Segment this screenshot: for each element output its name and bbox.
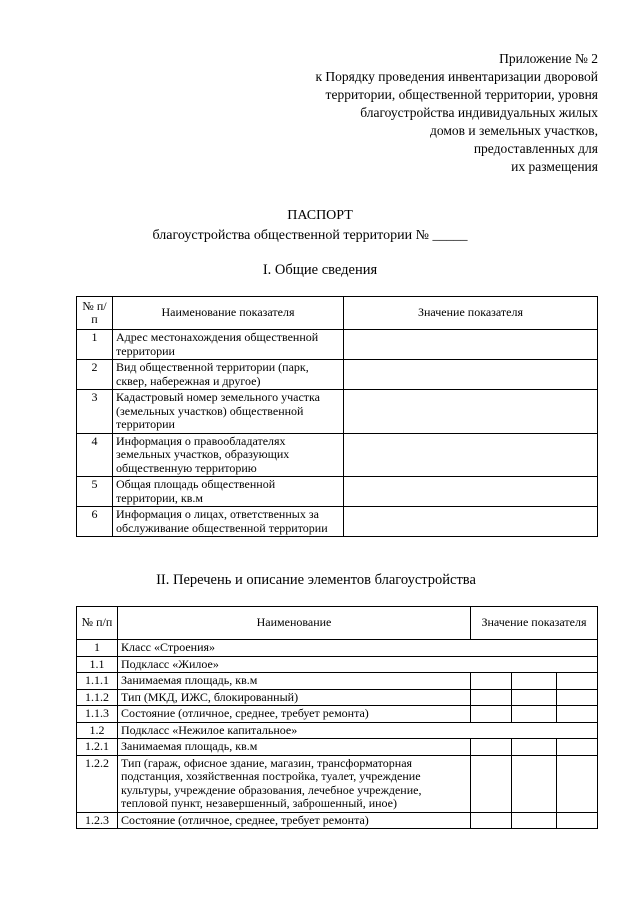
value-cell[interactable] bbox=[557, 739, 598, 756]
row-number: 3 bbox=[77, 390, 113, 434]
value-cell[interactable] bbox=[471, 755, 512, 812]
appendix-header bbox=[258, 50, 598, 176]
row-element-name: Занимаемая площадь, кв.м bbox=[118, 739, 471, 756]
value-cell[interactable] bbox=[512, 812, 557, 829]
col-header-num: № п/п bbox=[77, 297, 113, 330]
table-row bbox=[77, 507, 598, 537]
document-title: ПАСПОРТ bbox=[287, 208, 353, 223]
table-row bbox=[77, 812, 598, 829]
row-number: 2 bbox=[77, 360, 113, 390]
row-number: 1 bbox=[77, 330, 113, 360]
value-cell[interactable] bbox=[512, 739, 557, 756]
elements-table bbox=[76, 606, 598, 829]
table-header-row bbox=[77, 297, 598, 330]
value-cell[interactable] bbox=[557, 755, 598, 812]
row-element-name: Тип (МКД, ИЖС, блокированный) bbox=[118, 689, 471, 706]
row-element-name: Состояние (отличное, среднее, требует ремонта) bbox=[118, 706, 471, 723]
value-cell[interactable] bbox=[471, 739, 512, 756]
row-indicator-name: Информация о правообладателях земельных участков, образующих общественную территорию bbox=[113, 433, 344, 477]
table-row bbox=[77, 640, 598, 657]
row-element-name: Занимаемая площадь, кв.м bbox=[118, 673, 471, 690]
table-row bbox=[77, 656, 598, 673]
row-value-cell[interactable] bbox=[344, 330, 598, 360]
table-row bbox=[77, 706, 598, 723]
row-indicator-name: Кадастровый номер земельного участка (земельных участков) общественной территории bbox=[113, 390, 344, 434]
value-cell[interactable] bbox=[557, 706, 598, 723]
row-number: 1.2.2 bbox=[77, 755, 118, 812]
row-number: 6 bbox=[77, 507, 113, 537]
table-row bbox=[77, 360, 598, 390]
row-element-name: Подкласс «Нежилое капитальное» bbox=[118, 722, 598, 739]
header-line: благоустройства индивидуальных жилых bbox=[360, 105, 598, 120]
table-row bbox=[77, 739, 598, 756]
row-value-cell[interactable] bbox=[344, 507, 598, 537]
value-cell[interactable] bbox=[471, 706, 512, 723]
col-header-name: Наименование показателя bbox=[113, 297, 344, 330]
row-value-cell[interactable] bbox=[344, 477, 598, 507]
row-indicator-name: Общая площадь общественной территории, кв.м bbox=[113, 477, 344, 507]
header-line: их размещения bbox=[511, 159, 598, 174]
value-cell[interactable] bbox=[512, 689, 557, 706]
row-number: 1.1.3 bbox=[77, 706, 118, 723]
value-cell[interactable] bbox=[557, 673, 598, 690]
row-number: 1.2.3 bbox=[77, 812, 118, 829]
row-number: 5 bbox=[77, 477, 113, 507]
table-row bbox=[77, 689, 598, 706]
row-number: 1.1.1 bbox=[77, 673, 118, 690]
value-cell[interactable] bbox=[557, 689, 598, 706]
value-cell[interactable] bbox=[557, 812, 598, 829]
row-element-name: Состояние (отличное, среднее, требует ремонта) bbox=[118, 812, 471, 829]
row-number: 1.1 bbox=[77, 656, 118, 673]
header-line: домов и земельных участков, bbox=[430, 123, 598, 138]
table-row bbox=[77, 722, 598, 739]
col-header-value: Значение показателя bbox=[344, 297, 598, 330]
row-number: 4 bbox=[77, 433, 113, 477]
value-cell[interactable] bbox=[471, 673, 512, 690]
table-row bbox=[77, 390, 598, 434]
row-number: 1.1.2 bbox=[77, 689, 118, 706]
row-indicator-name: Вид общественной территории (парк, сквер, набережная и другое) bbox=[113, 360, 344, 390]
value-cell[interactable] bbox=[512, 755, 557, 812]
header-line: Приложение № 2 bbox=[499, 51, 598, 66]
row-value-cell[interactable] bbox=[344, 433, 598, 477]
value-cell[interactable] bbox=[512, 673, 557, 690]
row-value-cell[interactable] bbox=[344, 390, 598, 434]
col-header-num: № п/п bbox=[77, 607, 118, 640]
header-line: к Порядку проведения инвентаризации дворовой bbox=[315, 69, 598, 84]
col-header-value: Значение показателя bbox=[471, 607, 598, 640]
row-element-name: Тип (гараж, офисное здание, магазин, трансформаторная подстанция, хозяйственная постройка, туалет, учреждение культуры, учреждение образования, лечебное учреждение, тепловой пункт, незавершенный, заброшенный, иное) bbox=[118, 755, 471, 812]
table-row bbox=[77, 477, 598, 507]
row-number: 1 bbox=[77, 640, 118, 657]
row-indicator-name: Адрес местонахождения общественной территории bbox=[113, 330, 344, 360]
value-cell[interactable] bbox=[512, 706, 557, 723]
row-number: 1.2.1 bbox=[77, 739, 118, 756]
general-info-table bbox=[76, 296, 598, 537]
col-header-name: Наименование bbox=[118, 607, 471, 640]
row-value-cell[interactable] bbox=[344, 360, 598, 390]
table-row bbox=[77, 755, 598, 812]
table-row bbox=[77, 433, 598, 477]
section2-heading: II. Перечень и описание элементов благоустройства bbox=[156, 572, 476, 588]
row-element-name: Класс «Строения» bbox=[118, 640, 598, 657]
table-row bbox=[77, 673, 598, 690]
value-cell[interactable] bbox=[471, 689, 512, 706]
table-header-row bbox=[77, 607, 598, 640]
document-subtitle: благоустройства общественной территории № _____ bbox=[152, 228, 468, 243]
header-line: предоставленных для bbox=[473, 141, 598, 156]
row-element-name: Подкласс «Жилое» bbox=[118, 656, 598, 673]
table-row bbox=[77, 330, 598, 360]
row-indicator-name: Информация о лицах, ответственных за обслуживание общественной территории bbox=[113, 507, 344, 537]
value-cell[interactable] bbox=[471, 812, 512, 829]
section1-heading: I. Общие сведения bbox=[262, 262, 378, 278]
header-line: территории, общественной территории, уровня bbox=[325, 87, 598, 102]
row-number: 1.2 bbox=[77, 722, 118, 739]
